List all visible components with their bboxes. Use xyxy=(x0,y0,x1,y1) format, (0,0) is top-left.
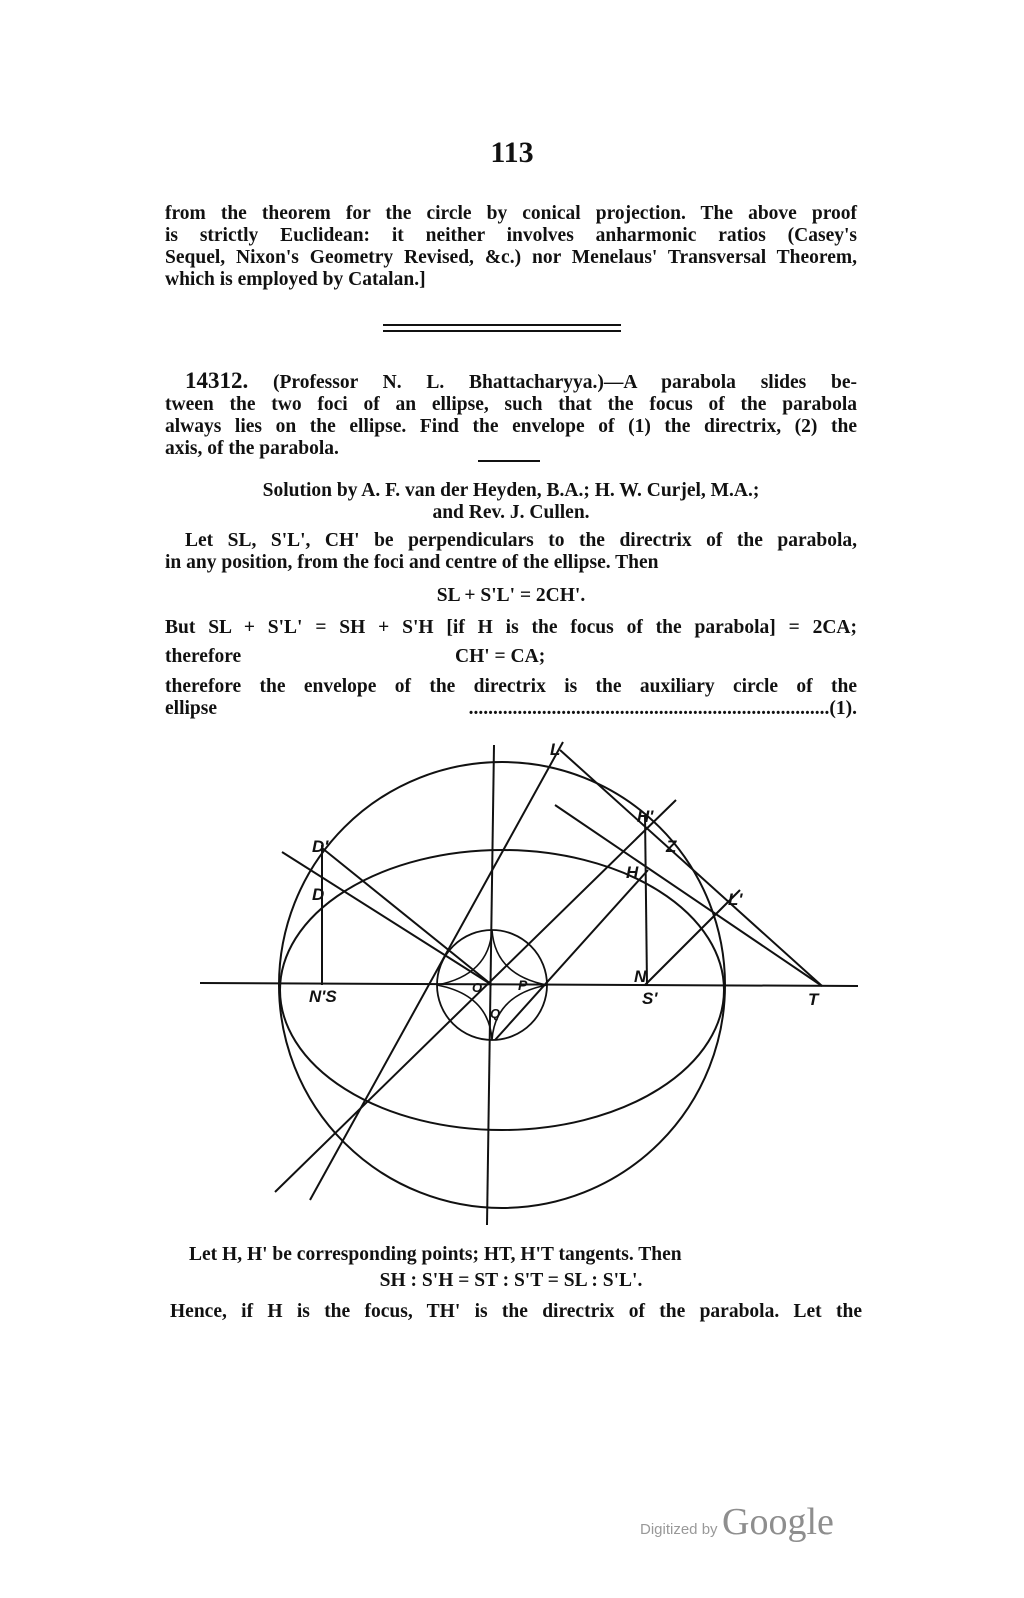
line-SL-prime xyxy=(645,890,740,985)
text-line: Let H, H' be corresponding points; HT, H'T tangents. Then xyxy=(189,1244,682,1265)
text-line: which is employed by Catalan.] xyxy=(165,269,426,290)
watermark-small-text: Digitized by xyxy=(640,1521,718,1538)
question-number: 14312. xyxy=(185,368,249,393)
label-H: H xyxy=(626,863,639,882)
watermark-logo: Google xyxy=(722,1501,834,1543)
equation-text: SL + S'L' = 2CH'. xyxy=(436,585,586,606)
text-line: always lies on the ellipse. Find the envelope of (1) the directrix, (2) the xyxy=(165,416,857,437)
label-N-prime-S: N'S xyxy=(309,987,337,1006)
text-line: in any position, from the foci and centre of the ellipse. Then xyxy=(165,552,659,573)
label-L: L xyxy=(550,740,561,759)
digitized-by-google-watermark xyxy=(640,1500,834,1544)
text-line: But SL + S'L' = SH + S'H [if H is the focus of the parabola] = 2CA; xyxy=(165,617,857,638)
tangent-HT xyxy=(555,805,822,986)
text-line: Solution by A. F. van der Heyden, B.A.; H. W. Curjel, M.A.; xyxy=(262,480,760,501)
label-Z: Z xyxy=(666,837,677,856)
question-text: (Professor N. L. Bhattacharyya.)—A parabola slides be- xyxy=(273,372,857,393)
text-line: ellipse ..........................................................................(1). xyxy=(165,698,857,719)
label-Q: Q xyxy=(490,1006,501,1021)
text-line: from the theorem for the circle by conical projection. The above proof xyxy=(165,203,857,224)
text-line: Hence, if H is the focus, TH' is the directrix of the parabola. Let the xyxy=(170,1301,862,1322)
equation-text: SH : S'H = ST : S'T = SL : S'L'. xyxy=(379,1270,643,1291)
therefore-word: therefore xyxy=(165,646,242,667)
label-N: N xyxy=(634,967,647,986)
text-line: is strictly Euclidean: it neither involves anharmonic ratios (Casey's xyxy=(165,225,857,246)
label-S-prime: S' xyxy=(642,989,658,1008)
tangent-LT xyxy=(560,750,822,986)
page-number: 113 xyxy=(490,136,534,169)
label-D: D xyxy=(312,885,325,904)
text-line: Let SL, S'L', CH' be perpendiculars to the directrix of the parabola, xyxy=(185,530,857,551)
text-line: axis, of the parabola. xyxy=(165,438,339,459)
text-line: tween the two foci of an ellipse, such that the focus of the parabola xyxy=(165,394,857,415)
line-DO xyxy=(282,852,492,985)
label-O: O xyxy=(472,980,483,995)
text-line: and Rev. J. Cullen. xyxy=(432,502,590,523)
text-line: Sequel, Nixon's Geometry Revised, &c.) nor Menelaus' Transversal Theorem, xyxy=(165,247,857,268)
label-H-prime: H' xyxy=(637,807,654,826)
major-axis xyxy=(200,983,858,986)
label-D-prime: D' xyxy=(312,837,329,856)
label-L-prime: L' xyxy=(728,890,743,909)
equation-2: CH' = CA; xyxy=(455,646,546,667)
after-figure-line3 xyxy=(170,1301,862,1323)
label-T: T xyxy=(808,990,819,1009)
perpendicular-HN xyxy=(645,815,647,985)
after-figure-line1 xyxy=(165,1244,857,1266)
label-P: P xyxy=(518,977,528,993)
line-SL xyxy=(310,742,563,1200)
equation-3 xyxy=(165,1270,857,1292)
text-line: therefore the envelope of the directrix is the auxiliary circle of the xyxy=(165,676,857,697)
